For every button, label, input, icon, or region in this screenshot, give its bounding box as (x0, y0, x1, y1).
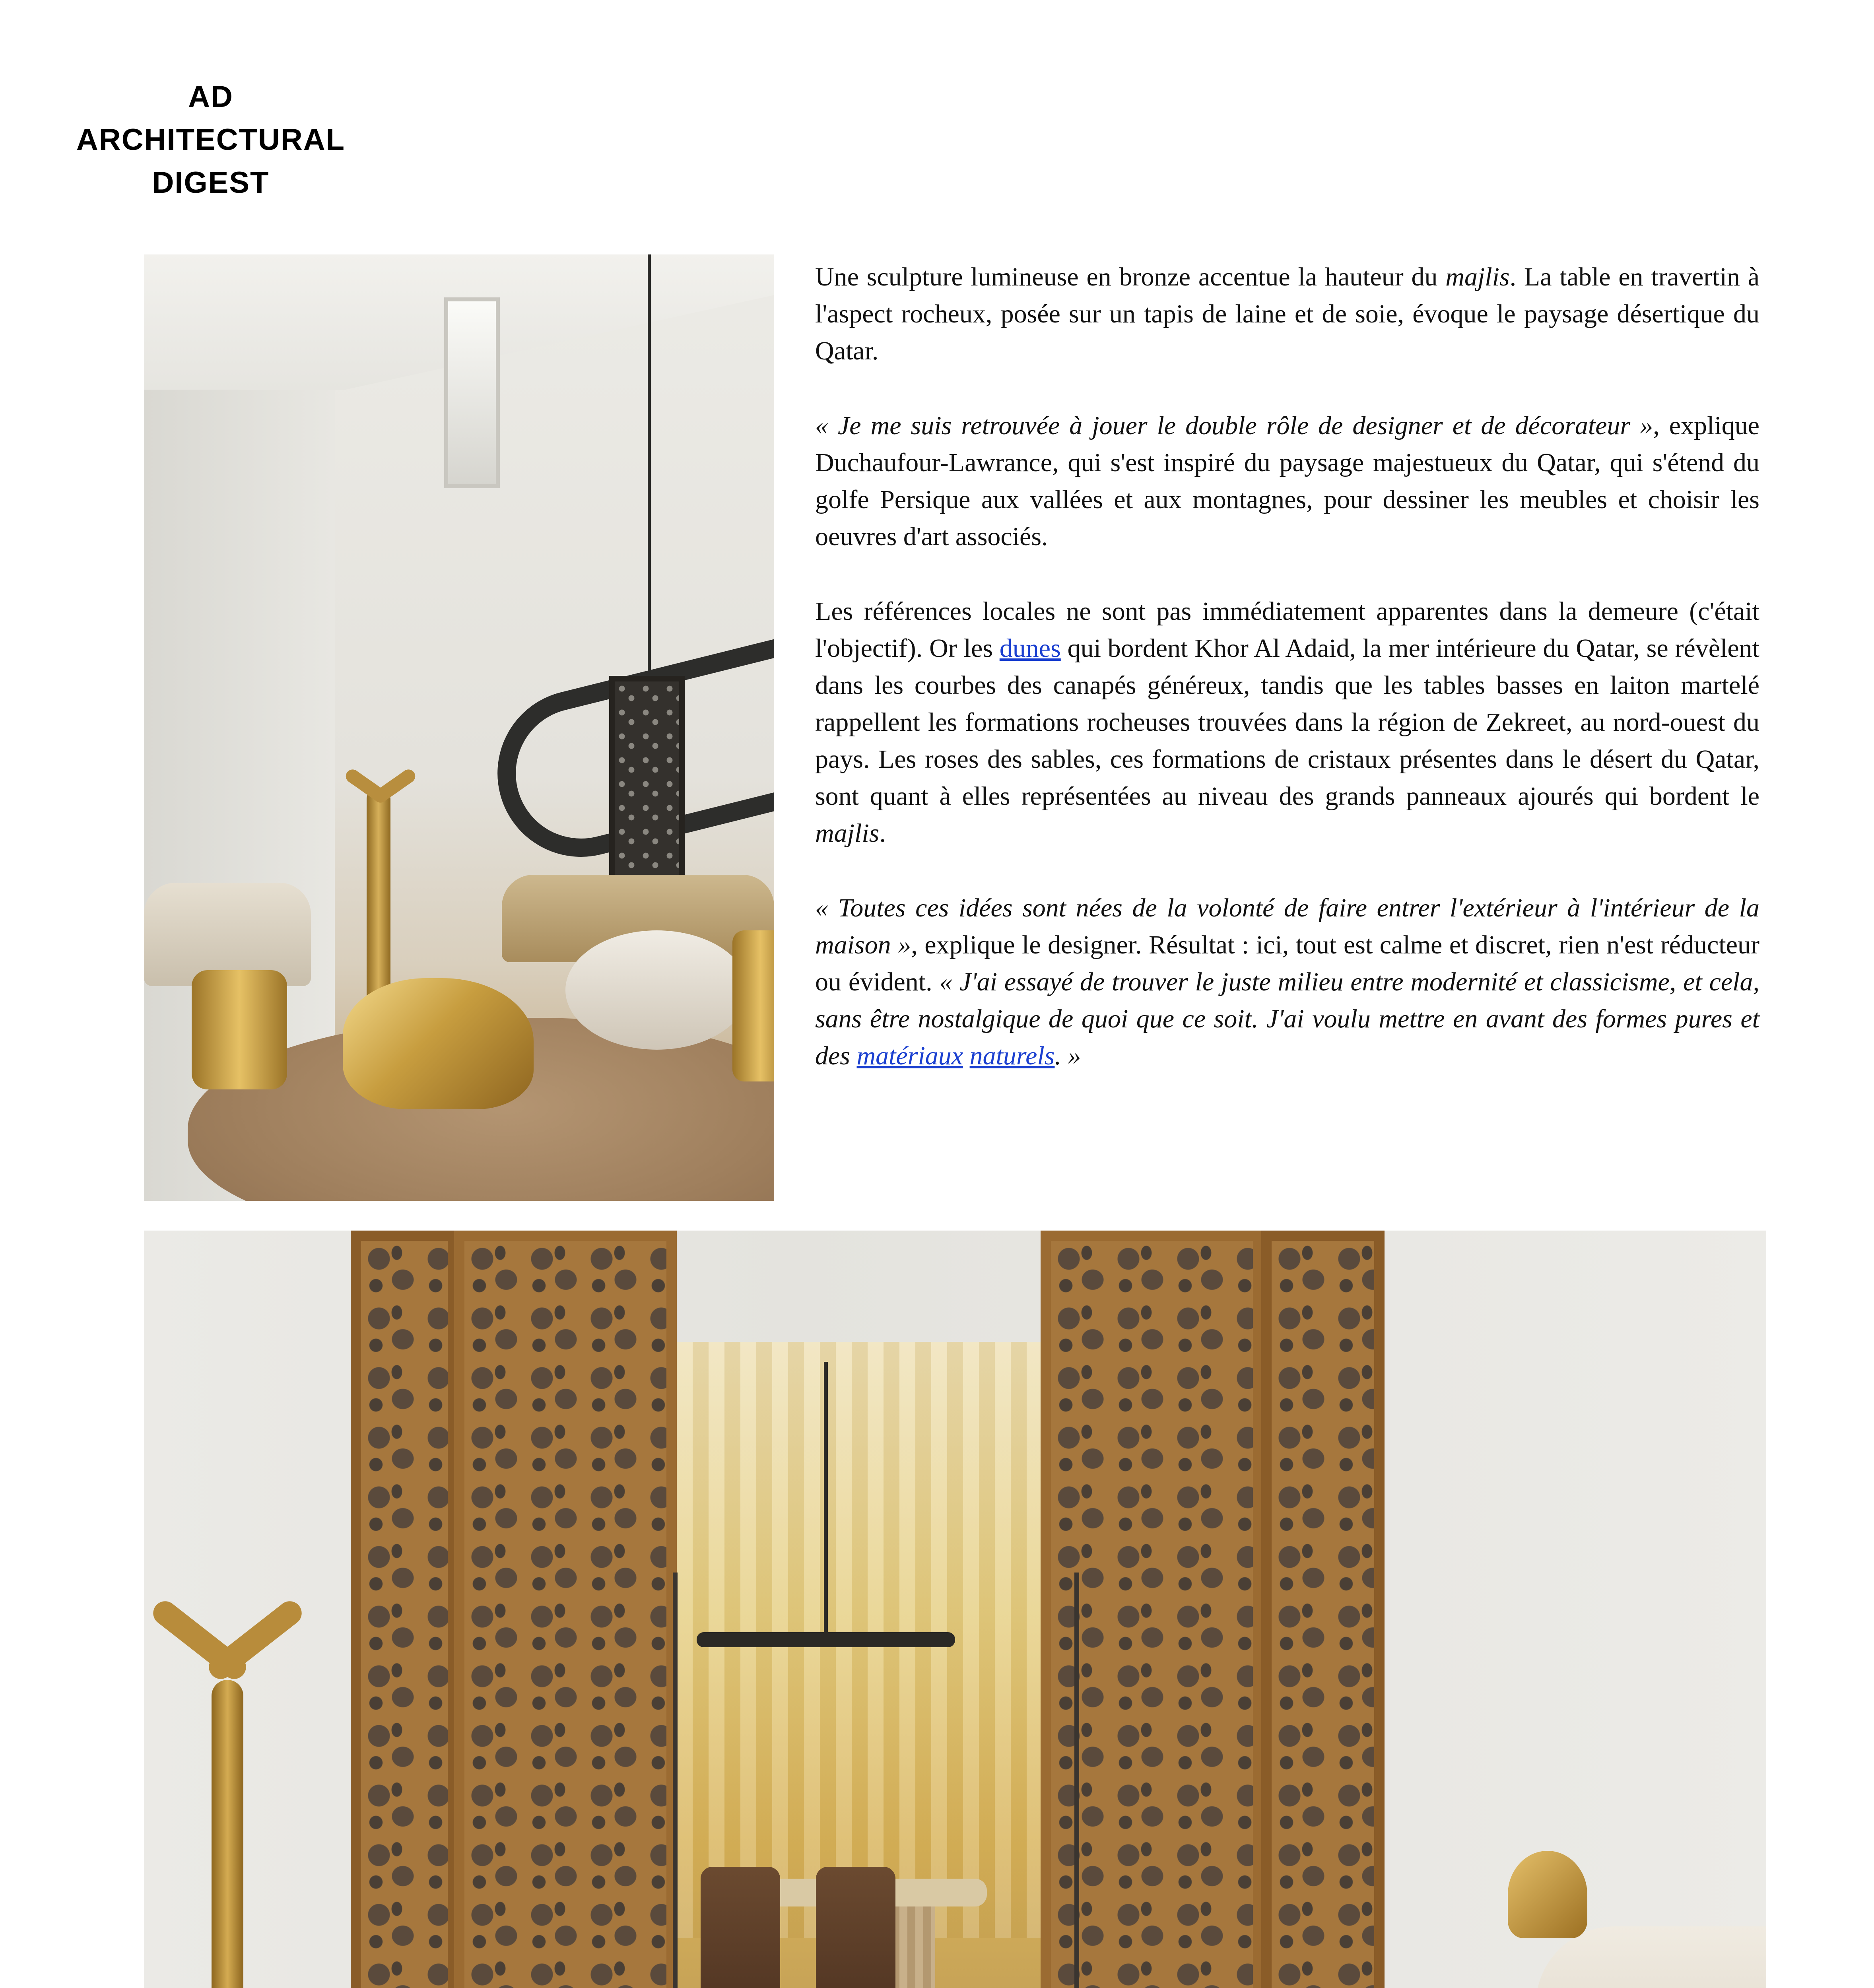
link-dunes[interactable]: dunes (999, 634, 1061, 663)
y-sculpture (212, 1680, 243, 1988)
carved-screen-right-outer (1261, 1231, 1385, 1988)
brass-coffee-table (343, 978, 534, 1109)
paragraph-1 (815, 258, 1759, 369)
brass-stool-left (192, 970, 287, 1089)
paragraph-3 (815, 593, 1759, 852)
text-run: , explique le designer. Résultat : ici, tout est calme et discret, rien n'est réducteur ou évident. (815, 930, 1759, 996)
carved-screen-left-outer (351, 1231, 458, 1988)
text-run: Les références locales ne sont pas immédiatement apparentes dans la demeure (c'était l'objectif). Or les (815, 597, 1759, 663)
text-run-italic: majlis (815, 819, 880, 848)
carved-screen-right (1041, 1231, 1263, 1988)
pendant-light (697, 1632, 955, 1647)
screen-handle (1074, 1573, 1079, 1988)
brass-lamp (1508, 1851, 1587, 1938)
logo-line-digest: DIGEST (152, 166, 270, 200)
screen-handle (673, 1573, 678, 1988)
text-run: Une sculpture lumineuse en bronze accentue la hauteur du (815, 262, 1446, 291)
magazine-logo (48, 76, 374, 204)
dining-chair (816, 1867, 895, 1988)
logo-line-architectural: ARCHITECTURAL (76, 123, 346, 157)
text-run: qui bordent Khor Al Adaid, la mer intérieure du Qatar, se révèlent dans les courbes des canapés généreux, tandis que les tables basses en laiton martelé rappellent les formations rocheuses trouvées dans la région de Zekreet, au nord-ouest du pays. Les roses des sables, ces formations de cristaux présentes dans le désert du Qatar, sont quant à elles représentées au niveau des grands panneaux ajourés qui bordent le (815, 634, 1760, 811)
logo-line-ad: AD (188, 80, 233, 114)
travertine-table (565, 930, 748, 1050)
majlis-photo (144, 254, 774, 1201)
text-run: , explique Duchaufour-Lawrance, qui s'est inspiré du paysage majestueux du Qatar, qui s'étend du golfe Persique aux vallées et aux montagnes, pour dessiner les meubles et choisir les oeuvres d'art associés. (815, 411, 1759, 551)
paragraph-2 (815, 407, 1759, 555)
article-column (815, 258, 1759, 1074)
quote-text: « Je me suis retrouvée à jouer le double rôle de designer et de décorateur » (815, 411, 1653, 440)
brass-stool-right (732, 930, 774, 1081)
pendant-rod (824, 1362, 828, 1632)
text-run (963, 1041, 970, 1070)
text-run-italic: majlis (1445, 262, 1510, 291)
text-run: . La table en travertin à l'aspect rocheux, posée sur un tapis de laine et de soie, évoque le paysage désertique du Qatar. (815, 262, 1759, 365)
paragraph-4 (815, 889, 1759, 1074)
quote-text: . » (1054, 1041, 1081, 1070)
quote-text: « J'ai essayé de trouver le juste milieu entre modernité et classicisme, et cela, sans être nostalgique de quoi que ce soit. J'ai voulu mettre en avant des formes pures et des (815, 967, 1760, 1070)
quote-text: « Toutes ces idées sont nées de la volonté de faire entrer l'extérieur à l'intérieur de la maison » (815, 893, 1759, 959)
text-run: . (879, 819, 886, 848)
dining-chair (701, 1867, 780, 1988)
screens-photo (144, 1231, 1766, 1988)
link-materiaux[interactable]: matériaux (856, 1041, 963, 1070)
link-naturels[interactable]: naturels (969, 1041, 1055, 1070)
skylight (444, 297, 500, 488)
carved-screen-left (454, 1231, 677, 1988)
